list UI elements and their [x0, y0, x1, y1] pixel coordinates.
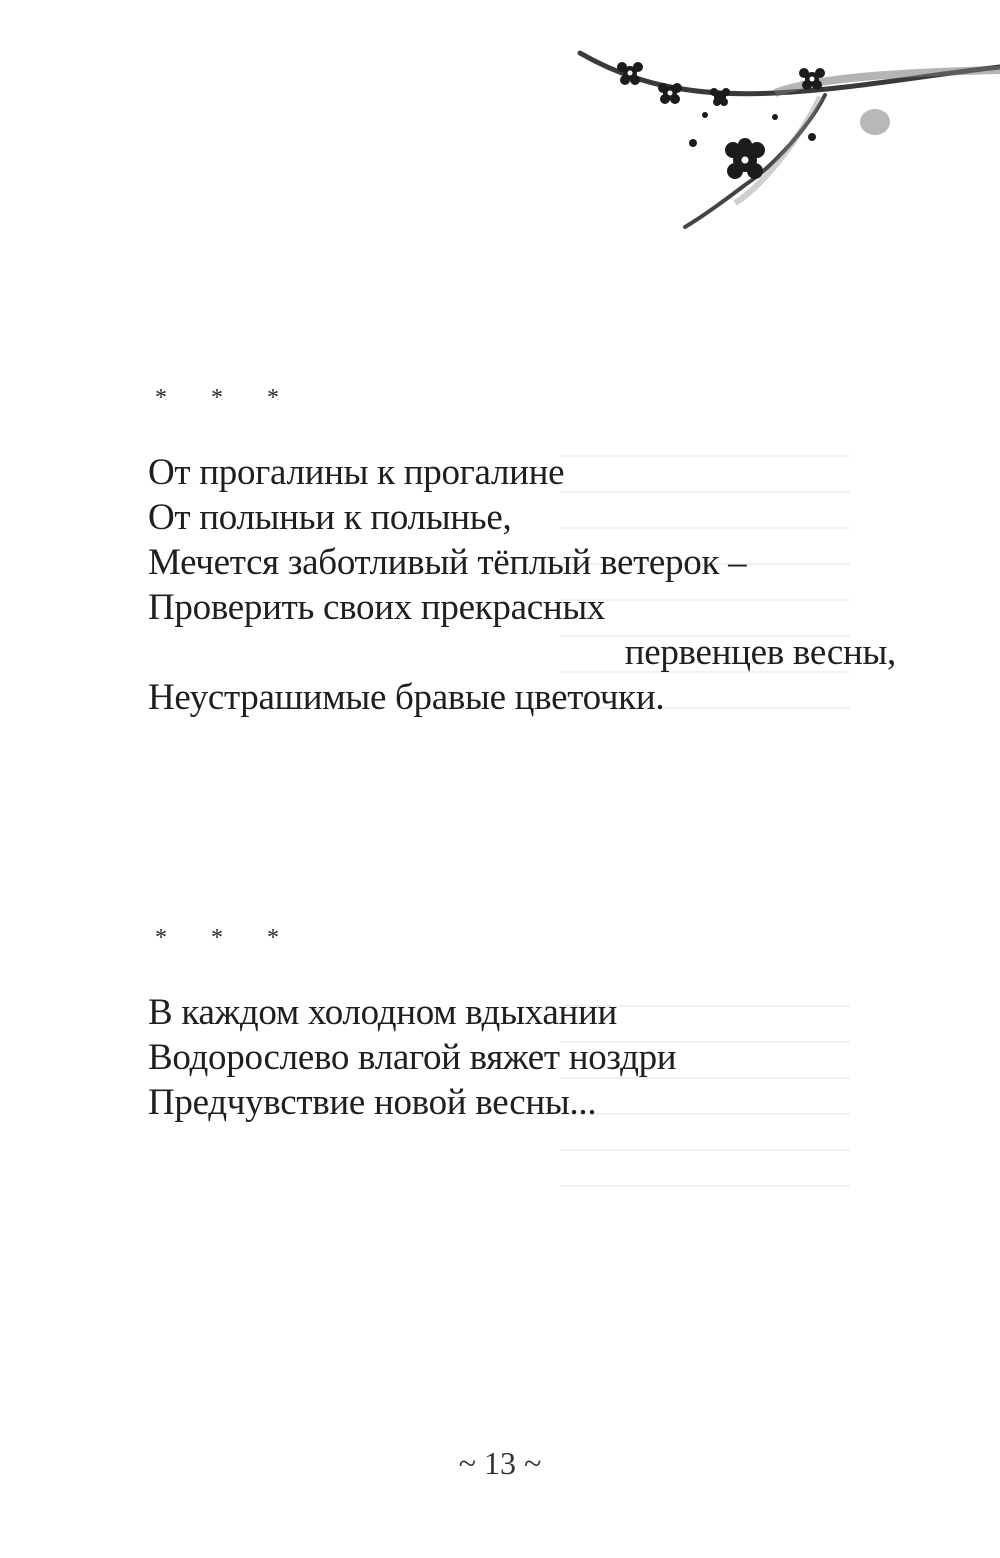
- section-separator: [148, 378, 908, 418]
- poem-line-indented: первенцев весны,: [624, 632, 896, 673]
- asterisk: *: [155, 924, 167, 951]
- asterisk: *: [155, 384, 167, 411]
- poem: [148, 918, 908, 1125]
- asterisk: *: [211, 924, 223, 951]
- section-separator: [148, 918, 908, 958]
- page-number: ~ 13 ~: [458, 1445, 542, 1481]
- poem: [148, 378, 908, 720]
- poem-line: От полыньи к полынье,: [148, 497, 512, 538]
- poem-line: Предчувствие новой весны...: [148, 1082, 597, 1123]
- poem-line: Неустрашимые бравые цветочки.: [148, 677, 665, 718]
- blossom-branch-icon: [575, 35, 1000, 240]
- poem-line: Водорослево влагой вяжет ноздри: [148, 1037, 677, 1078]
- poem-line: В каждом холодном вдыхании: [148, 992, 617, 1033]
- asterisk: *: [267, 924, 279, 951]
- poem-line: От прогалины к прогалине: [148, 452, 565, 493]
- asterisk: *: [267, 384, 279, 411]
- poem-line: Мечется заботливый тёплый ветерок –: [148, 542, 747, 583]
- asterisk: *: [211, 384, 223, 411]
- poem-line: Проверить своих прекрасных: [148, 587, 606, 628]
